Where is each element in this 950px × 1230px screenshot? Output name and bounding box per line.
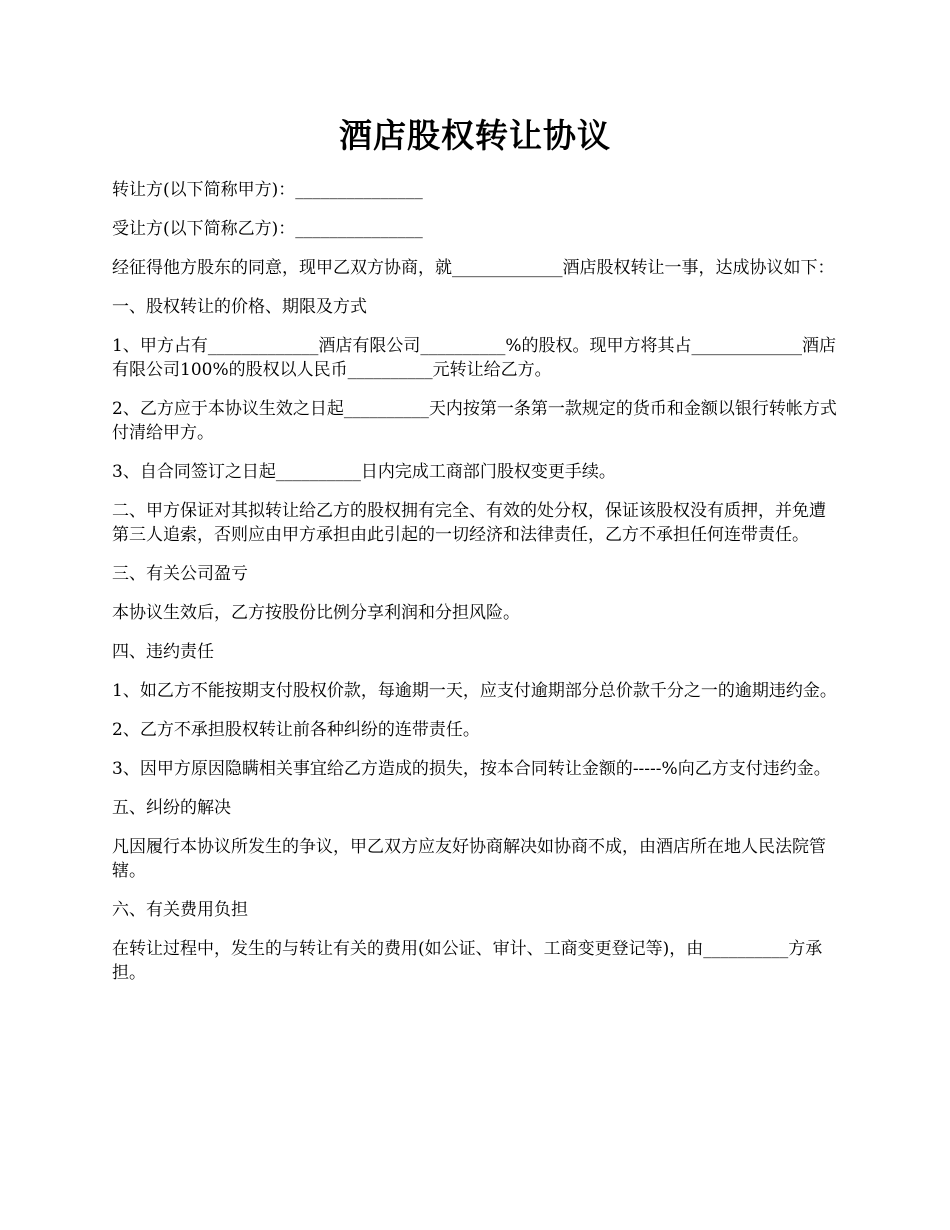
clause-1-3: 3、自合同签订之日起__________日内完成工商部门股权变更手续。 (112, 462, 616, 482)
document-title: 酒店股权转让协议 (339, 116, 611, 155)
section-heading-price: 一、股权转让的价格、期限及方式 (112, 297, 367, 317)
profit-paragraph: 本协议生效后，乙方按股份比例分享利润和分担风险。 (112, 603, 520, 623)
clause-1-2: 2、乙方应于本协议生效之日起__________天内按第一条第一款规定的货币和金额以银行转帐方式付清给甲方。 (112, 399, 837, 443)
section-heading-profit: 三、有关公司盈亏 (112, 564, 248, 584)
intro-paragraph: 经征得他方股东的同意，现甲乙双方协商，就_____________酒店股权转让一事，达成协议如下： (112, 258, 835, 278)
dispute-paragraph: 凡因履行本协议所发生的争议，甲乙双方应友好协商解决如协商不成，由酒店所在地人民法院管辖。 (112, 837, 826, 881)
fees-paragraph: 在转让过程中，发生的与转让有关的费用(如公证、审计、工商变更登记等)，由__________方承担。 (112, 939, 823, 983)
clause-1-1: 1、甲方占有_____________酒店有限公司__________%的股权。现甲方将其占_____________酒店有限公司100%的股权以人民币__________元转让给乙方。 (112, 336, 836, 380)
clause-4-2: 2、乙方不承担股权转让前各种纠纷的连带责任。 (112, 720, 480, 740)
section-heading-fees: 六、有关费用负担 (112, 900, 248, 920)
section-heading-breach: 四、违约责任 (112, 642, 214, 662)
clause-4-1: 1、如乙方不能按期支付股权价款，每逾期一天，应支付逾期部分总价款千分之一的逾期违约金。 (112, 681, 837, 701)
clause-4-3: 3、因甲方原因隐瞒相关事宜给乙方造成的损失，按本合同转让金额的-----%向乙方支付违约金。 (112, 759, 831, 779)
party-a-line: 转让方(以下简称甲方)：_______________ (112, 180, 423, 200)
party-b-line: 受让方(以下简称乙方)：_______________ (112, 219, 423, 239)
document-body (112, 178, 840, 1000)
section-heading-dispute: 五、纠纷的解决 (112, 798, 231, 818)
section-guarantee: 二、甲方保证对其拟转让给乙方的股权拥有完全、有效的处分权，保证该股权没有质押，并免遭第三人追索，否则应由甲方承担由此引起的一切经济和法律责任，乙方不承担任何连带责任。 (112, 501, 826, 545)
